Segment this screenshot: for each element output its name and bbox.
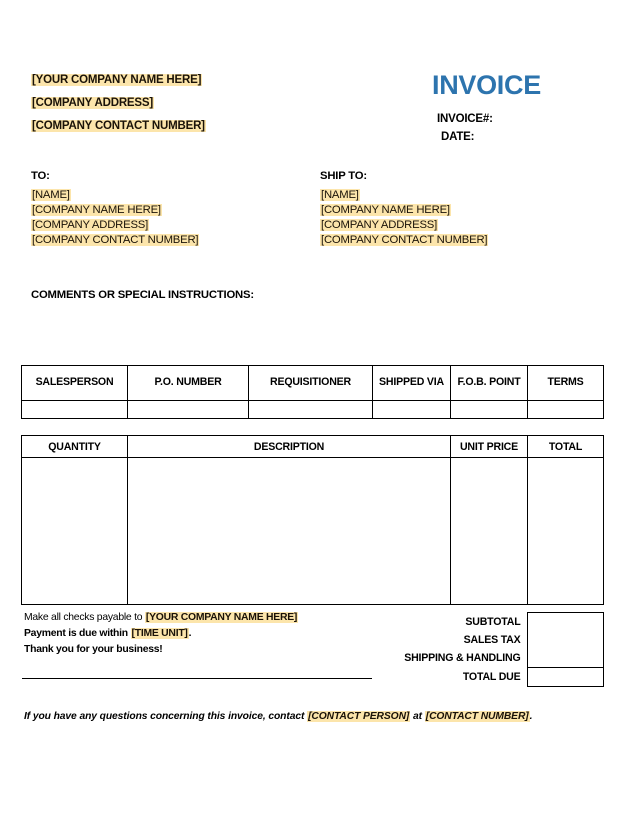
line-items-table [21, 435, 604, 605]
bill-to-address-placeholder[interactable]: [COMPANY ADDRESS] [32, 219, 149, 231]
value-sales-tax[interactable] [527, 631, 603, 649]
payable-to-text: Make all checks payable to [24, 612, 145, 623]
bill-to-line-contact [31, 234, 199, 246]
bill-to-line-address [31, 219, 199, 231]
header-salesperson: SALESPERSON [22, 366, 128, 401]
footer-middle-text: at [410, 711, 425, 722]
totals-row-total-due [375, 668, 603, 687]
cell-fob-point[interactable] [451, 401, 528, 419]
cell-unit-price[interactable] [451, 458, 528, 605]
footer-suffix-text: . [529, 711, 533, 722]
header-requisitioner: REQUISITIONER [249, 366, 373, 401]
order-info-table [21, 365, 604, 419]
contact-person-placeholder[interactable]: [CONTACT PERSON] [308, 711, 410, 722]
header-quantity: QUANTITY [22, 436, 128, 458]
time-unit-placeholder[interactable]: [TIME UNIT] [131, 628, 188, 640]
header-terms: TERMS [528, 366, 604, 401]
bill-to-name-placeholder[interactable]: [NAME] [32, 189, 70, 201]
cell-salesperson[interactable] [22, 401, 128, 419]
ship-to-contact-placeholder[interactable]: [COMPANY CONTACT NUMBER] [321, 234, 488, 246]
bill-to-contact-placeholder[interactable]: [COMPANY CONTACT NUMBER] [32, 234, 199, 246]
payable-company-placeholder[interactable]: [YOUR COMPANY NAME HERE] [145, 612, 298, 623]
ship-to-heading: SHIP TO: [320, 170, 367, 182]
bill-to-line-company [31, 204, 199, 216]
company-name-line [31, 74, 331, 86]
cell-description[interactable] [128, 458, 451, 605]
ship-to-address-placeholder[interactable]: [COMPANY ADDRESS] [321, 219, 438, 231]
cell-terms[interactable] [528, 401, 604, 419]
table-header-row [22, 366, 604, 401]
payment-note-block [24, 610, 298, 658]
totals-table [375, 612, 604, 687]
table-row [22, 401, 604, 419]
ship-to-line-company [320, 204, 488, 216]
bill-to-heading: TO: [31, 170, 50, 182]
due-within-text: Payment is due within [24, 628, 131, 640]
label-total-due: TOTAL DUE [462, 671, 521, 683]
totals-row-shipping-handling [375, 649, 603, 668]
ship-to-line-address [320, 219, 488, 231]
label-sales-tax: SALES TAX [463, 634, 521, 646]
value-subtotal[interactable] [527, 613, 603, 632]
header-description: DESCRIPTION [128, 436, 451, 458]
header-total: TOTAL [528, 436, 604, 458]
table-header-row [22, 436, 604, 458]
comments-label: COMMENTS OR SPECIAL INSTRUCTIONS: [31, 289, 254, 301]
company-address-line [31, 97, 331, 109]
footer-prefix-text: If you have any questions concerning this invoice, contact [24, 711, 308, 722]
invoice-date-label[interactable]: DATE: [441, 131, 475, 143]
payment-note-line-2 [24, 626, 298, 642]
cell-quantity[interactable] [22, 458, 128, 605]
ship-to-block [320, 170, 488, 249]
company-info-block [31, 74, 331, 143]
label-subtotal: SUBTOTAL [465, 615, 521, 628]
payment-note-line-3: Thank you for your business! [24, 644, 163, 656]
invoice-title: INVOICE [432, 70, 541, 100]
ship-to-line-name [320, 189, 488, 201]
value-shipping-handling[interactable] [527, 649, 603, 668]
header-po-number: P.O. NUMBER [128, 366, 249, 401]
bill-to-line-name [31, 189, 199, 201]
footer-divider [22, 678, 372, 679]
table-row [22, 458, 604, 605]
company-name-placeholder[interactable]: [YOUR COMPANY NAME HERE] [32, 74, 202, 86]
header-unit-price: UNIT PRICE [451, 436, 528, 458]
header-shipped-via: SHIPPED VIA [373, 366, 451, 401]
ship-to-line-contact [320, 234, 488, 246]
ship-to-name-placeholder[interactable]: [NAME] [321, 189, 359, 201]
cell-total[interactable] [528, 458, 604, 605]
invoice-number-label[interactable]: INVOICE#: [437, 113, 493, 125]
bill-to-company-placeholder[interactable]: [COMPANY NAME HERE] [32, 204, 161, 216]
due-within-suffix: . [188, 628, 192, 640]
footer-contact-note [24, 711, 532, 722]
cell-shipped-via[interactable] [373, 401, 451, 419]
value-total-due[interactable] [527, 668, 603, 687]
header-fob-point: F.O.B. POINT [451, 366, 528, 401]
payment-note-line-1 [24, 610, 298, 626]
company-contact-placeholder[interactable]: [COMPANY CONTACT NUMBER] [32, 120, 205, 132]
company-address-placeholder[interactable]: [COMPANY ADDRESS] [32, 97, 153, 109]
company-contact-line [31, 120, 331, 132]
cell-po-number[interactable] [128, 401, 249, 419]
contact-number-placeholder[interactable]: [CONTACT NUMBER] [425, 711, 529, 722]
invoice-meta-block [437, 113, 493, 149]
bill-to-block [31, 170, 199, 249]
label-shipping-handling: SHIPPING & HANDLING [404, 652, 521, 665]
totals-row-sales-tax [375, 631, 603, 649]
cell-requisitioner[interactable] [249, 401, 373, 419]
ship-to-company-placeholder[interactable]: [COMPANY NAME HERE] [321, 204, 450, 216]
totals-row-subtotal [375, 613, 603, 632]
